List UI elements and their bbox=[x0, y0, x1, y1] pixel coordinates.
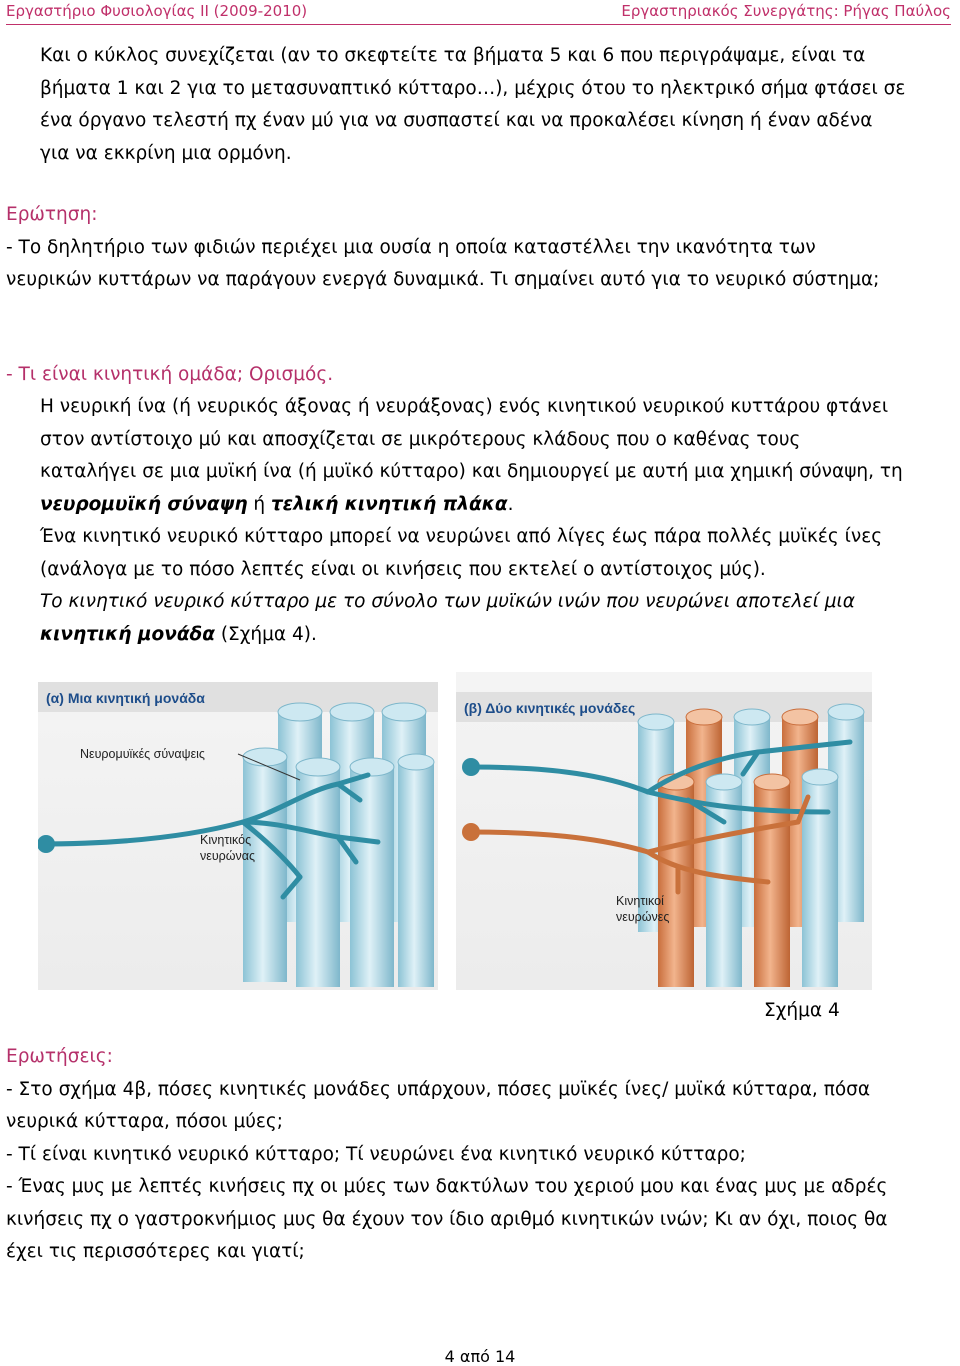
header-right: Εργαστηριακός Συνεργάτης: Ρήγας Παύλος bbox=[621, 2, 951, 20]
intro-line-3: ένα όργανο τελεστή πχ έναν μύ για να συσπαστεί και να προκαλέσει κίνηση ή έναν αδένα bbox=[40, 110, 873, 131]
definition-line-3: καταλήγει σε μια μυϊκή ίνα (ή μυϊκό κύτταρο) και δημιουργεί με αυτή μια χημική σύναψη, τη bbox=[40, 461, 903, 482]
definition-line-1: Η νευρική ίνα (ή νευρικός άξονας ή νευράξονας) ενός κινητικού νευρικού κυττάρου φτάνει bbox=[40, 396, 889, 417]
header-left: Εργαστήριο Φυσιολογίας ΙΙ (2009-2010) bbox=[6, 2, 308, 20]
panel-b-label-neurons-2: νευρώνες bbox=[616, 910, 670, 924]
panel-a-title: (α) Μια κινητική μονάδα bbox=[46, 690, 205, 706]
panel-b-title: (β) Δύο κινητικές μονάδες bbox=[464, 700, 636, 716]
term-motor-unit: κινητική μονάδα bbox=[40, 623, 215, 645]
header-divider bbox=[6, 24, 951, 25]
question-1-label: Ερώτηση: bbox=[6, 204, 98, 225]
panel-b-neuron-body-blue bbox=[462, 758, 480, 776]
term-neuromuscular-synapse: νευρομυϊκή σύναψη bbox=[40, 493, 248, 515]
panel-b-label-neurons-1: Κινητικοί bbox=[616, 894, 664, 908]
questions-2-q2: - Τί είναι κινητικό νευρικό κύτταρο; Τί νευρώνει ένα κινητικό νευρικό κύτταρο; bbox=[6, 1143, 746, 1165]
panel-a-label-neuron-2: νευρώνας bbox=[200, 849, 256, 863]
definition-line-8 bbox=[40, 619, 903, 652]
questions-2-block bbox=[6, 1041, 887, 1269]
page-number: 4 από 14 bbox=[444, 1347, 516, 1366]
or-word: ή bbox=[253, 493, 266, 515]
questions-2-q1-line-2: νευρικά κύτταρα, πόσοι μύες; bbox=[6, 1111, 284, 1132]
intro-line-2: βήματα 1 και 2 για το μετασυναπτικό κύτταρο…), μέχρις ότου το ηλεκτρικό σήμα φτάσει σε bbox=[40, 77, 906, 99]
definition-line-4 bbox=[40, 489, 903, 522]
definition-line-5: Ένα κινητικό νευρικό κύτταρο μπορεί να νευρώνει από λίγες έως πάρα πολλές μυϊκές ίνες bbox=[40, 526, 883, 547]
definition-period: . bbox=[507, 493, 514, 515]
muscle-fiber bbox=[243, 748, 287, 982]
panel-a-label-neuron-1: Κινητικός bbox=[200, 833, 252, 847]
question-1-line-2: νευρικών κυττάρων να παράγουν ενεργά δυναμικά. Τι σημαίνει αυτό για το νευρικό σύστημα; bbox=[6, 269, 880, 290]
questions-2-q3-line-3: έχει τις περισσότερες και γιατί; bbox=[6, 1241, 305, 1262]
term-end-plate: τελική κινητική πλάκα bbox=[271, 493, 508, 515]
muscle-fiber bbox=[350, 758, 394, 987]
definition-line-8-rest: (Σχήμα 4). bbox=[214, 623, 317, 645]
definition-line-6: (ανάλογα με το πόσο λεπτές είναι οι κινήσεις που εκτελεί ο αντίστοιχος μύς). bbox=[40, 558, 766, 580]
panel-b-neuron-body-orange bbox=[462, 823, 480, 841]
intro-line-4: για να εκκρίνη μια ορμόνη. bbox=[40, 142, 292, 164]
definition-line-7: Το κινητικό νευρικό κύτταρο με το σύνολο των μυϊκών ινών που νευρώνει αποτελεί μια bbox=[40, 591, 855, 612]
figure-caption: Σχήμα 4 bbox=[764, 1000, 840, 1021]
muscle-fiber bbox=[398, 754, 434, 987]
question-1-block bbox=[6, 199, 879, 297]
definition-line-2: στον αντίστοιχο μύ και αποσχίζεται σε μικρότερους κλάδους που ο καθένας τους bbox=[40, 428, 801, 450]
definition-paragraph bbox=[40, 391, 903, 651]
intro-paragraph bbox=[40, 40, 905, 170]
question-1-line-1: - Το δηλητήριο των φιδιών περιέχει μια ουσία η οποία καταστέλλει την ικανότητα των bbox=[6, 236, 816, 258]
intro-line-1: Και ο κύκλος συνεχίζεται (αν το σκεφτείτε τα βήματα 5 και 6 που περιγράψαμε, είναι τα bbox=[40, 45, 866, 66]
motor-unit-question: - Τι είναι κινητική ομάδα; Ορισμός. bbox=[6, 364, 334, 385]
questions-2-label: Ερωτήσεις: bbox=[6, 1046, 113, 1067]
questions-2-q1-line-1: - Στο σχήμα 4β, πόσες κινητικές μονάδες υπάρχουν, πόσες μυϊκές ίνες/ μυϊκά κύτταρα, πόσα bbox=[6, 1078, 871, 1100]
questions-2-q3-line-2: κινήσεις πχ ο γαστροκνήμιος μυς θα έχουν τον ίδιο αριθμό κινητικών ινών; Κι αν όχι, ποιος θα bbox=[6, 1208, 888, 1230]
panel-a-label-synapses: Νευρομυϊκές σύναψεις bbox=[80, 747, 205, 761]
figure-4 bbox=[38, 672, 880, 990]
questions-2-q3-line-1: - Ένας μυς με λεπτές κινήσεις πχ οι μύες των δακτύλων του χεριού μου και ένας μυς με αδρές bbox=[6, 1176, 888, 1197]
figure-4-illustration bbox=[38, 672, 880, 990]
